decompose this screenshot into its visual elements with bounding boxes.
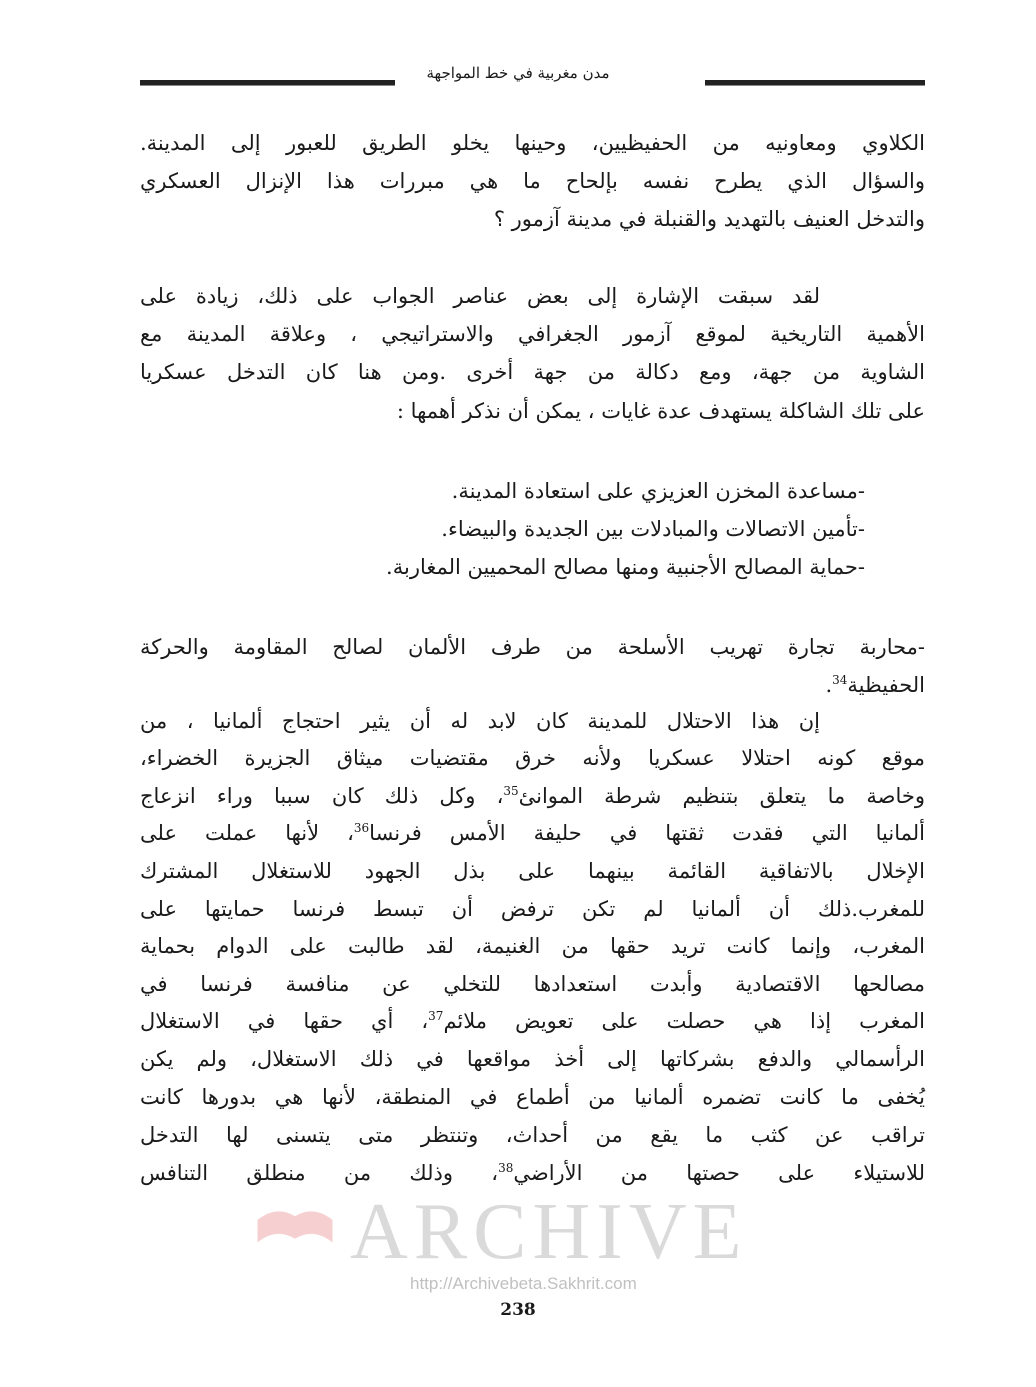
line-text: الحفيظية (847, 673, 925, 697)
footnote-ref: 37 (428, 1009, 444, 1023)
line-text: -محاربة تجارة تهريب الأسلحة من طرف الألمان لصالح المقاومة والحركة (140, 635, 925, 659)
line-text: على تلك الشاكلة يستهدف عدة غايات ، يمكن أن نذكر أهمها : (396, 399, 925, 423)
line-text-after: ، وكل ذلك كان سببا وراء انزعاج (140, 784, 504, 808)
line-text: وخاصة ما يتعلق بتنظيم شرطة الموانئ (518, 784, 925, 808)
line-text: لقد سبقت الإشارة إلى بعض عناصر الجواب على ذلك، زيادة على (140, 284, 820, 308)
line-text: والتدخل العنيف بالتهديد والقنبلة في مدينة آزمور ؟ (493, 207, 925, 231)
line-text: -حماية المصالح الأجنبية ومنها مصالح المحميين المغاربة. (386, 555, 865, 579)
footnote-ref: 36 (353, 821, 370, 835)
line-text: المغرب إذا هي حصلت على تعويض ملائم (443, 1009, 925, 1033)
text-line (140, 706, 820, 736)
line-text: ألمانيا التي فقدت ثقتها في حليفة الأمس فرنسا (369, 821, 925, 845)
line-text: تراقب عن كثب ما يقع من أحداث، وتنتظر متى يتسنى لها التدخل (140, 1123, 926, 1147)
line-text: يُخفى ما كانت تضمره ألمانيا من أطماع في المنطقة، لأنها هي بدورها كانت (140, 1085, 925, 1109)
text-line (140, 396, 925, 426)
text-line (140, 743, 925, 773)
archive-logo-book-icon (250, 1205, 340, 1250)
line-text: مصالحها الاقتصادية وأبدت استعدادها للتخلي عن منافسة فرنسا في (140, 972, 925, 996)
text-line (140, 319, 925, 349)
line-text-after: . (825, 673, 833, 697)
footnote-ref: 34 (832, 673, 848, 687)
text-line (140, 204, 925, 234)
line-text: إن هذا الاحتلال للمدينة كان لابد له أن يثير احتجاج ألمانيا ، من (140, 709, 820, 733)
text-line (140, 670, 925, 700)
line-text: الرأسمالي والدفع بشركاتها إلى أخذ مواقعها في ذلك الاستغلال، ولم يكن (140, 1047, 925, 1071)
line-text: للاستيلاء على حصتها من الأراضي (513, 1161, 925, 1185)
watermark-url: http://Archivebeta.Sakhrit.com (410, 1274, 637, 1293)
line-text: الأهمية التاريخية لموقع آزمور الجغرافي والاستراتيجي ، وعلاقة المدينة مع (140, 322, 925, 346)
text-line (140, 1044, 925, 1074)
text-line (140, 969, 925, 999)
running-header: مدن مغربية في خط المواجهة (426, 64, 610, 82)
text-line (140, 781, 925, 811)
text-line (140, 1158, 925, 1188)
text-line (140, 514, 865, 544)
line-text-after: ، أي حقها في الاستغلال (140, 1009, 429, 1033)
footnote-ref: 35 (503, 784, 519, 798)
line-text: والسؤال الذي يطرح نفسه بإلحاح ما هي مبررات هذا الإنزال العسكري (140, 169, 925, 193)
text-line (140, 931, 925, 961)
text-line (140, 166, 925, 196)
line-text: الكلاوي ومعاونيه من الحفيظيين، وحينها يخلو الطريق للعبور إلى المدينة. (140, 131, 925, 155)
line-text: الإخلال بالاتفاقية القائمة بينهما على بذل الجهود للاستغلال المشترك (140, 859, 925, 883)
text-line (140, 1082, 925, 1112)
line-text-after: ، وذلك من منطلق التنافس (140, 1161, 499, 1185)
page-number: 238 (500, 1300, 536, 1320)
text-line (140, 357, 925, 387)
line-text: للمغرب.ذلك أن ألمانيا لم تكن ترفض أن تبسط فرنسا حمايتها على (140, 897, 925, 921)
text-line (140, 818, 925, 848)
text-line (140, 894, 925, 924)
line-text: الشاوية من جهة، ومع دكالة من جهة أخرى .ومن هنا كان التدخل عسكريا (140, 360, 925, 384)
text-line (140, 128, 925, 158)
line-text: المغرب، وإنما كانت تريد حقها من الغنيمة، لقد طالبت على الدوام بحماية (140, 934, 925, 958)
line-text-after: ، لأنها عملت على (140, 821, 354, 845)
text-line (140, 1120, 925, 1150)
watermark-logo: ARCHIVE (350, 1188, 748, 1276)
text-line (140, 632, 925, 662)
text-line (140, 281, 820, 311)
text-line (140, 552, 865, 582)
line-text: -مساعدة المخزن العزيزي على استعادة المدينة. (451, 479, 865, 503)
text-line (140, 476, 865, 506)
footnote-ref: 38 (498, 1161, 514, 1175)
line-text: -تأمين الاتصالات والمبادلات بين الجديدة والبيضاء. (441, 517, 865, 541)
text-line (140, 1006, 925, 1036)
line-text: موقع كونه احتلالا عسكريا ولأنه خرق مقتضيات ميثاق الجزيرة الخضراء، (140, 746, 925, 770)
text-line (140, 856, 925, 886)
